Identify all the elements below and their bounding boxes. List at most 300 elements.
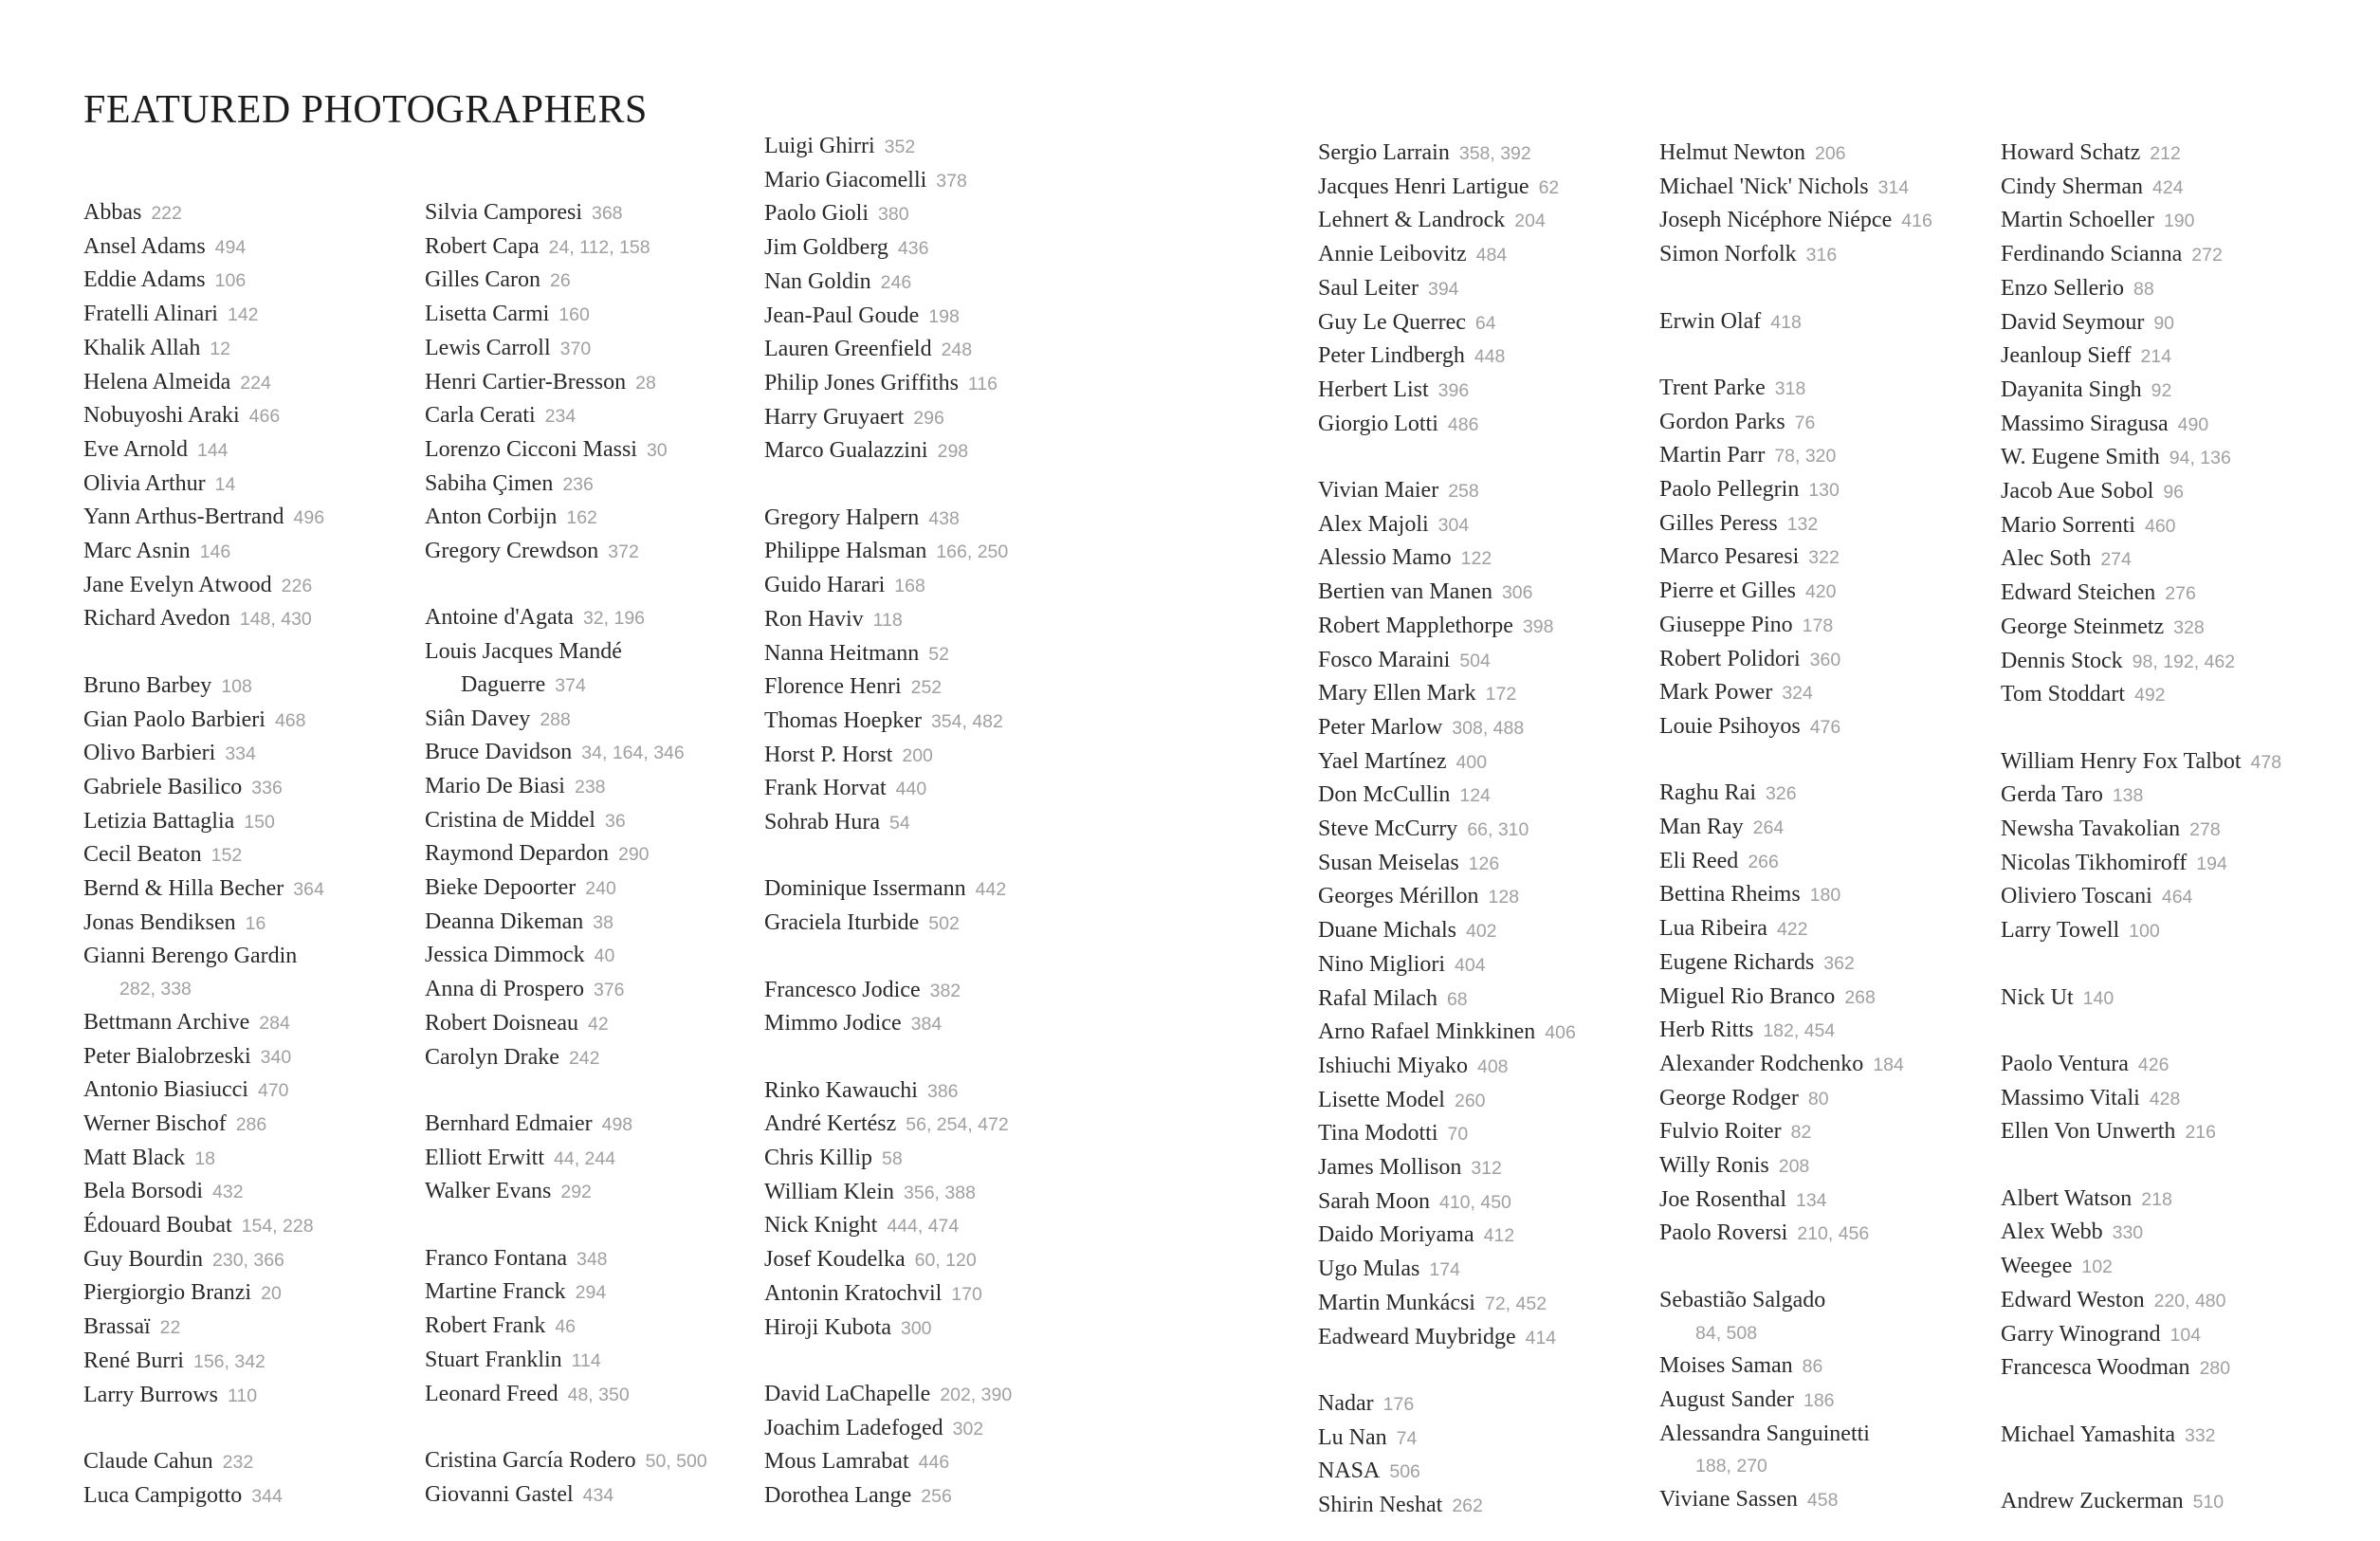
page-numbers: 362 xyxy=(1823,952,1855,974)
page-numbers: 42 xyxy=(587,1013,609,1035)
index-entry xyxy=(1659,981,2001,1015)
index-entry xyxy=(764,535,1106,569)
index-entry xyxy=(1318,1321,1659,1355)
photographer-name: Annie Leibovitz xyxy=(1318,242,1467,267)
page-numbers: 468 xyxy=(274,709,306,731)
photographer-name: Sebastião Salgado xyxy=(1659,1287,1826,1312)
index-entry xyxy=(1318,508,1659,542)
index-entry xyxy=(2001,1250,2342,1284)
page-numbers: 186 xyxy=(1803,1389,1835,1411)
index-entry xyxy=(83,535,425,569)
photographer-name: Michael 'Nick' Nichols xyxy=(1659,174,1869,199)
index-entry xyxy=(764,266,1106,300)
photographer-name: Jane Evelyn Atwood xyxy=(83,572,272,597)
page-numbers: 240 xyxy=(585,878,616,900)
index-entry xyxy=(2001,1115,2342,1149)
page-numbers: 68 xyxy=(1446,988,1468,1010)
index-entry xyxy=(1659,609,2001,643)
index-entry xyxy=(1659,643,2001,677)
page-numbers: 82 xyxy=(1790,1122,1812,1144)
index-entry xyxy=(1659,575,2001,609)
index-entry xyxy=(2001,1183,2342,1217)
page-numbers: 376 xyxy=(593,980,625,1001)
index-entry xyxy=(764,333,1106,367)
index-entry xyxy=(764,705,1106,739)
index-gap xyxy=(2001,1452,2342,1485)
photographer-name: Shirin Neshat xyxy=(1318,1493,1443,1518)
page-numbers: 448 xyxy=(1474,346,1506,368)
index-entry xyxy=(1659,1483,2001,1517)
page-numbers: 226 xyxy=(281,575,313,596)
page-numbers: 218 xyxy=(2141,1188,2172,1210)
photographer-name: Anna di Prospero xyxy=(425,977,584,1002)
page-numbers: 282, 338 xyxy=(119,979,192,1000)
index-entry xyxy=(425,535,766,569)
page-numbers: 148, 430 xyxy=(239,609,312,631)
photographer-name: Antonin Kratochvil xyxy=(764,1280,943,1306)
index-entry xyxy=(425,635,766,669)
photographer-name: Alexander Rodchenko xyxy=(1659,1051,1864,1076)
index-entry xyxy=(425,1344,766,1378)
page-numbers: 200 xyxy=(902,744,933,766)
index-gap xyxy=(83,636,425,670)
index-entry xyxy=(2001,171,2342,205)
index-entry xyxy=(764,164,1106,198)
index-gap xyxy=(425,1074,766,1108)
page-numbers: 306 xyxy=(1501,582,1533,604)
page-numbers: 252 xyxy=(910,677,943,699)
photographer-name: Mous Lamrabat xyxy=(764,1449,909,1475)
photographer-name: Giuseppe Pino xyxy=(1659,612,1793,637)
photographer-name: Eadweard Muybridge xyxy=(1318,1324,1516,1349)
photographer-name: Bela Borsodi xyxy=(83,1179,203,1204)
page-numbers: 292 xyxy=(560,1182,592,1203)
index-entry xyxy=(1659,811,2001,845)
page-numbers: 124 xyxy=(1459,785,1491,807)
index-entry xyxy=(1318,1117,1659,1151)
page-numbers: 184 xyxy=(1873,1054,1904,1075)
photographer-name: Edward Steichen xyxy=(2001,580,2156,606)
index-entry xyxy=(1659,1183,2001,1218)
page-numbers: 94, 136 xyxy=(2169,448,2231,469)
photographer-name: Martine Franck xyxy=(425,1279,566,1305)
photographer-name: Bettina Rheims xyxy=(1659,882,1801,908)
page-numbers: 444, 474 xyxy=(887,1216,960,1238)
page-numbers: 510 xyxy=(2192,1492,2224,1513)
page-numbers: 22 xyxy=(159,1317,181,1339)
photographer-name: Luigi Ghirri xyxy=(764,134,875,158)
index-entry xyxy=(83,1311,425,1345)
index-entry xyxy=(1318,610,1659,644)
page-numbers: 224 xyxy=(240,372,271,394)
index-entry xyxy=(83,1175,425,1209)
page-numbers: 278 xyxy=(2189,819,2221,841)
index-entry xyxy=(425,973,766,1007)
index-entry xyxy=(83,670,425,704)
page-numbers: 132 xyxy=(1786,513,1819,535)
photographer-name: Letizia Battaglia xyxy=(83,808,235,834)
index-entry xyxy=(425,1478,766,1513)
index-entry xyxy=(2001,408,2342,442)
index-entry xyxy=(764,130,1106,164)
index-entry xyxy=(425,332,766,366)
index-gap xyxy=(764,468,1106,502)
photographer-name: Daido Moriyama xyxy=(1318,1222,1474,1248)
index-entry xyxy=(764,739,1106,773)
photographer-name: Leonard Freed xyxy=(425,1381,558,1406)
page-numbers: 160 xyxy=(558,304,590,326)
photographer-name: Guido Harari xyxy=(764,573,886,598)
page-numbers: 308, 488 xyxy=(1452,717,1525,739)
index-entry xyxy=(425,433,766,468)
page-numbers: 172 xyxy=(1485,684,1517,706)
index-entry xyxy=(425,1041,766,1075)
page-numbers: 30 xyxy=(646,439,668,461)
page-numbers: 498 xyxy=(601,1113,633,1135)
photographer-name: Khalik Allah xyxy=(83,335,201,360)
page-numbers: 484 xyxy=(1475,245,1508,266)
page-numbers: 260 xyxy=(1454,1090,1486,1111)
page-numbers: 274 xyxy=(2100,549,2132,571)
photographer-name: William Henry Fox Talbot xyxy=(2001,748,2242,774)
page-numbers: 402 xyxy=(1465,921,1497,943)
page-numbers: 208 xyxy=(1778,1156,1810,1178)
photographer-name: René Burri xyxy=(83,1348,184,1373)
index-entry xyxy=(1318,137,1659,171)
photographer-name: Gian Paolo Barbieri xyxy=(83,706,265,732)
page-numbers: 382 xyxy=(929,980,961,1001)
photographer-name: Steve McCurry xyxy=(1318,816,1458,842)
index-gap xyxy=(1318,441,1659,474)
photographer-name: Mary Ellen Mark xyxy=(1318,681,1476,706)
photographer-name: Ishiuchi Miyako xyxy=(1318,1053,1468,1078)
photographer-name: Ugo Mulas xyxy=(1318,1257,1420,1282)
page-numbers: 476 xyxy=(1809,716,1841,738)
index-entry xyxy=(83,433,425,468)
page-numbers: 108 xyxy=(221,675,252,697)
page-numbers: 56, 254, 472 xyxy=(906,1114,1009,1136)
photographer-name: Andrew Zuckerman xyxy=(2001,1489,2184,1514)
photographer-name: Man Ray xyxy=(1659,815,1744,840)
index-entry xyxy=(1318,238,1659,272)
photographer-name: Mario Giacomelli xyxy=(764,167,927,193)
index-entry xyxy=(83,907,425,941)
index-entry xyxy=(1659,1384,2001,1418)
photographer-name: Massimo Siragusa xyxy=(2001,411,2169,436)
photographer-name: Gilles Caron xyxy=(425,267,540,293)
page-numbers: 88 xyxy=(2133,278,2154,300)
page-numbers: 356, 388 xyxy=(904,1182,976,1203)
page-numbers: 110 xyxy=(227,1385,258,1406)
index-entry xyxy=(1318,1287,1659,1321)
index-entry xyxy=(1318,272,1659,306)
photographer-name: Newsha Tavakolian xyxy=(2001,816,2181,842)
page-numbers: 446 xyxy=(918,1452,950,1474)
page-numbers: 496 xyxy=(293,507,325,529)
index-column-5 xyxy=(1659,137,2001,1517)
photographer-name: Paolo Roversi xyxy=(1659,1220,1788,1246)
index-entry xyxy=(2001,374,2342,408)
index-entry xyxy=(83,1379,425,1413)
page-numbers: 216 xyxy=(2185,1122,2216,1144)
page-numbers: 204 xyxy=(1514,211,1546,232)
index-entry xyxy=(425,669,766,703)
page-numbers: 214 xyxy=(2140,346,2172,368)
index-gap xyxy=(1659,1251,2001,1284)
photographer-name: Fulvio Roiter xyxy=(1659,1119,1782,1145)
photographer-name: Cecil Beaton xyxy=(83,842,202,868)
photographer-name: Gianni Berengo Gardin xyxy=(83,944,298,969)
page-numbers: 434 xyxy=(582,1484,614,1506)
index-entry xyxy=(1318,306,1659,340)
photographer-name: Peter Bialobrzeski xyxy=(83,1043,251,1069)
photographer-name: Vivian Maier xyxy=(1318,478,1439,504)
page-numbers: 296 xyxy=(913,407,944,429)
page-numbers: 198 xyxy=(928,305,960,327)
index-entry xyxy=(1659,171,2001,205)
photographer-name: Weegee xyxy=(2001,1254,2073,1279)
index-entry xyxy=(2001,611,2342,645)
index-entry xyxy=(425,366,766,400)
index-entry xyxy=(2001,137,2342,171)
index-gap xyxy=(764,1041,1106,1074)
page-numbers: 98, 192, 462 xyxy=(2132,651,2236,672)
index-entry xyxy=(764,1479,1106,1513)
photographer-name: Robert Frank xyxy=(425,1313,546,1339)
index-entry xyxy=(1318,914,1659,948)
page-numbers: 194 xyxy=(2196,853,2227,874)
photographer-name: Carla Cerati xyxy=(425,403,536,429)
index-entry xyxy=(1318,1050,1659,1084)
page-numbers: 248 xyxy=(941,339,973,361)
photographer-name: Jonas Bendiksen xyxy=(83,909,236,935)
index-entry xyxy=(425,399,766,433)
index-gap xyxy=(1659,339,2001,372)
photographer-name: NASA xyxy=(1318,1458,1381,1484)
photographer-name: Dorothea Lange xyxy=(764,1483,912,1509)
photographer-name: Bertien van Manen xyxy=(1318,579,1492,605)
index-entry xyxy=(764,197,1106,231)
photographer-name: Richard Avedon xyxy=(83,606,230,632)
index-entry xyxy=(764,670,1106,705)
photographer-name: Lauren Greenfield xyxy=(764,337,932,362)
page-numbers: 74 xyxy=(1396,1427,1418,1449)
index-entry xyxy=(764,1243,1106,1277)
index-entry xyxy=(83,1108,425,1142)
index-entry xyxy=(1659,1048,2001,1082)
photographer-name: Mario Sorrenti xyxy=(2001,512,2135,538)
photographer-name: Dayanita Singh xyxy=(2001,376,2142,402)
page-numbers: 386 xyxy=(926,1080,959,1102)
index-gap xyxy=(83,1412,425,1445)
page-numbers: 300 xyxy=(900,1317,932,1339)
page-numbers: 318 xyxy=(1774,377,1806,399)
page-numbers: 222 xyxy=(151,203,182,224)
index-gap xyxy=(2001,1385,2342,1419)
page-numbers: 334 xyxy=(225,743,256,765)
index-entry xyxy=(1318,339,1659,374)
index-entry xyxy=(1659,541,2001,575)
page-numbers: 40 xyxy=(594,945,615,967)
index-entry xyxy=(1318,1387,1659,1422)
page-numbers: 348 xyxy=(576,1248,608,1270)
page-numbers: 332 xyxy=(2184,1424,2216,1446)
index-entry xyxy=(425,501,766,535)
photographer-name: Jacques Henri Lartigue xyxy=(1318,174,1529,199)
photographer-name: Sarah Moon xyxy=(1318,1188,1430,1214)
photographer-name: Yael Martínez xyxy=(1318,748,1447,774)
photographer-name: Deanna Dikeman xyxy=(425,908,584,934)
index-entry xyxy=(1318,1422,1659,1456)
page-numbers: 170 xyxy=(951,1283,982,1305)
index-entry xyxy=(1659,238,2001,272)
photographer-name: Ansel Adams xyxy=(83,233,206,259)
index-column-2 xyxy=(425,196,766,1512)
page-numbers: 38 xyxy=(593,911,613,933)
photographer-name: Mario De Biasi xyxy=(425,773,565,798)
index-entry xyxy=(2001,779,2342,813)
photographer-name: Helmut Newton xyxy=(1659,140,1805,165)
photographer-name: Francesca Woodman xyxy=(2001,1355,2190,1381)
photographer-name: David LaChapelle xyxy=(764,1381,931,1406)
page-numbers: 256 xyxy=(921,1486,952,1508)
page-numbers: 460 xyxy=(2144,515,2176,537)
photographer-name: Sabiha Çimen xyxy=(425,470,554,496)
photographer-name: Gregory Crewdson xyxy=(425,539,599,564)
index-entry xyxy=(83,1142,425,1176)
index-entry xyxy=(2001,272,2342,306)
photographer-name: Dennis Stock xyxy=(2001,648,2123,673)
photographer-name: George Rodger xyxy=(1659,1085,1799,1110)
photographer-name: Anton Corbijn xyxy=(425,504,558,530)
index-entry xyxy=(2001,645,2342,679)
index-entry xyxy=(425,804,766,838)
photographer-name: Larry Burrows xyxy=(83,1382,218,1407)
photographer-name: Eugene Richards xyxy=(1659,949,1815,975)
index-entry xyxy=(425,1275,766,1310)
index-entry xyxy=(1659,137,2001,171)
photographer-name: Mimmo Jodice xyxy=(764,1011,902,1037)
index-entry xyxy=(2001,306,2342,340)
photographer-name: Simon Norfolk xyxy=(1659,242,1797,267)
page-numbers: 442 xyxy=(975,879,1007,901)
page-numbers: 142 xyxy=(227,304,259,326)
photographer-name: Duane Michals xyxy=(1318,918,1456,944)
photographer-name: Jim Goldberg xyxy=(764,235,888,261)
index-entry xyxy=(1659,676,2001,710)
photographer-name: Ferdinando Scianna xyxy=(2001,242,2183,267)
page-numbers: 504 xyxy=(1459,650,1491,671)
page-numbers: 264 xyxy=(1752,817,1785,839)
index-entry xyxy=(83,1209,425,1243)
index-gap xyxy=(2001,1015,2342,1048)
photographer-name: Lu Nan xyxy=(1318,1424,1387,1450)
index-entry xyxy=(1318,204,1659,238)
page-numbers: 104 xyxy=(2169,1324,2202,1346)
index-entry xyxy=(1318,779,1659,813)
photographer-name: Nicolas Tikhomiroff xyxy=(2001,850,2188,875)
photographer-name: Erwin Olaf xyxy=(1659,308,1762,334)
index-entry xyxy=(83,196,425,230)
page-numbers: 12 xyxy=(210,338,231,359)
index-entry xyxy=(1659,1349,2001,1384)
page-numbers: 422 xyxy=(1776,919,1808,941)
photographer-name: Fosco Maraini xyxy=(1318,647,1451,672)
photographer-name: Tina Modotti xyxy=(1318,1121,1438,1147)
page-numbers: 84, 508 xyxy=(1695,1322,1758,1344)
photographer-name: Sohrab Hura xyxy=(764,810,880,835)
page-numbers: 96 xyxy=(2163,482,2185,504)
photographer-name: Jeanloup Sieff xyxy=(2001,343,2132,369)
photographer-name: Louie Psihoyos xyxy=(1659,713,1801,739)
photographer-name: Bieke Depoorter xyxy=(425,875,577,901)
index-entry xyxy=(425,196,766,230)
page-numbers: 288 xyxy=(540,708,571,730)
photographer-name: Joe Rosenthal xyxy=(1659,1186,1786,1212)
page-numbers: 286 xyxy=(235,1113,267,1135)
photographer-name: Horst P. Horst xyxy=(764,742,893,767)
photographer-name: Alex Majoli xyxy=(1318,511,1429,537)
index-entry xyxy=(83,230,425,265)
index-gap xyxy=(425,1411,766,1444)
index-entry xyxy=(764,907,1106,941)
page-numbers: 176 xyxy=(1382,1393,1415,1415)
page-numbers: 20 xyxy=(261,1283,282,1305)
index-entry xyxy=(83,771,425,805)
page-numbers: 126 xyxy=(1468,853,1500,874)
index-entry xyxy=(2001,745,2342,780)
index-entry xyxy=(1659,878,2001,912)
photographer-name: Luca Campigotto xyxy=(83,1482,243,1508)
index-entry xyxy=(2001,1318,2342,1352)
index-entry xyxy=(83,332,425,366)
index-entry xyxy=(1318,1084,1659,1118)
photographer-name: Alex Webb xyxy=(2001,1220,2103,1245)
index-entry xyxy=(764,231,1106,266)
photographer-name: Raghu Rai xyxy=(1659,780,1756,806)
page-numbers: 138 xyxy=(2112,785,2144,807)
index-entry xyxy=(1318,711,1659,745)
page-numbers: 314 xyxy=(1877,176,1910,198)
index-entry xyxy=(1318,408,1659,442)
page-numbers: 290 xyxy=(617,844,650,866)
photographer-name: Guy Le Querrec xyxy=(1318,309,1466,335)
photographer-name: David Seymour xyxy=(2001,309,2145,335)
photographer-name: Piergiorgio Branzi xyxy=(83,1280,252,1306)
index-entry xyxy=(425,264,766,298)
page-numbers: 24, 112, 158 xyxy=(548,236,650,258)
photographer-name: Georges Mérillon xyxy=(1318,884,1479,909)
page-numbers: 146 xyxy=(199,541,231,563)
page-numbers: 354, 482 xyxy=(930,710,1003,732)
photographer-name: Oliviero Toscani xyxy=(2001,884,2152,909)
index-entry xyxy=(2001,542,2342,577)
page-numbers: 166, 250 xyxy=(936,541,1009,563)
page-numbers: 140 xyxy=(2082,987,2115,1009)
page-numbers: 426 xyxy=(2137,1054,2169,1075)
index-entry xyxy=(1318,541,1659,576)
page-numbers: 344 xyxy=(251,1485,283,1507)
photographer-name: Don McCullin xyxy=(1318,782,1451,808)
page-numbers: 410, 450 xyxy=(1438,1191,1511,1213)
index-entry xyxy=(425,1310,766,1344)
page-numbers: 398 xyxy=(1522,615,1554,637)
photographer-name: Ellen Von Unwerth xyxy=(2001,1119,2176,1145)
photographer-name: Mark Power xyxy=(1659,680,1773,706)
page-numbers: 14 xyxy=(214,473,236,495)
photographer-name: Josef Koudelka xyxy=(764,1247,906,1273)
page-numbers: 294 xyxy=(575,1282,607,1304)
